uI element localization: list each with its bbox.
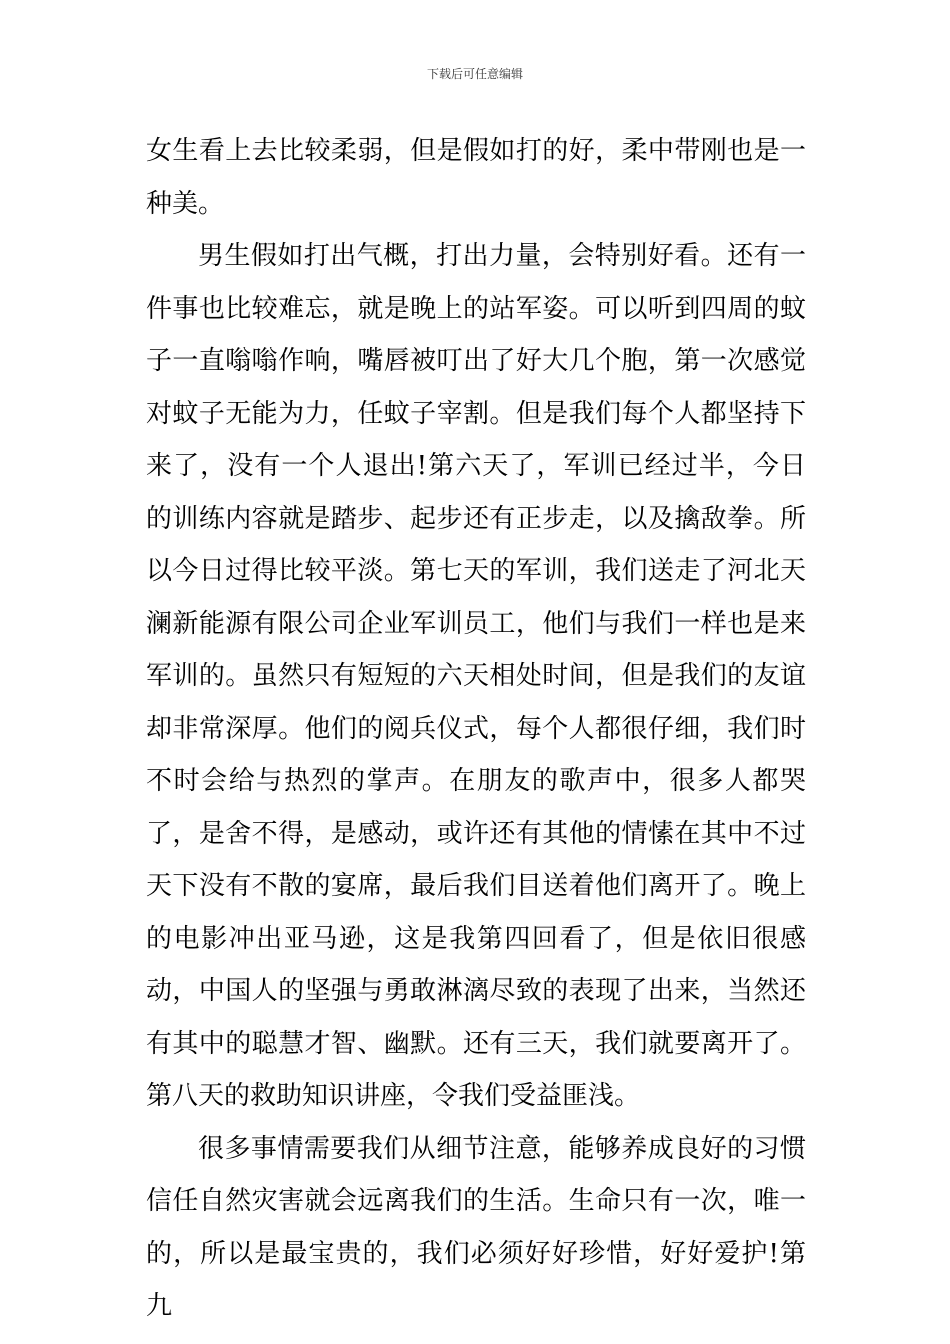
- page-header: 下载后可任意编辑: [426, 67, 523, 81]
- paragraph-1: 女生看上去比较柔弱，但是假如打的好，柔中带刚也是一种美。: [146, 136, 806, 219]
- paragraph-2: 男生假如打出气概，打出力量，会特别好看。还有一件事也比较难忘，就是晚上的站军姿。可以听到四周的蚊子一直嗡嗡作响，嘴唇被叮出了好大几个胞，第一次感觉对蚊子无能为力，任蚊子宰割。但是我们每个人都坚持下来了，没有一个人退出!第六天了，军训已经过半，今日的训练内容就是踏步、起步还有正步走，以及擒敌拳。所以今日过得比较平淡。第七天的军训，我们送走了河北天澜新能源有限公司企业军训员工，他们与我们一样也是来军训的。虽然只有短短的六天相处时间，但是我们的友谊却非常深厚。他们的阅兵仪式，每个人都很仔细，我们时不时会给与热烈的掌声。在朋友的歌声中，很多人都哭了，是舍不得，是感动，或许还有其他的情愫在其中不过天下没有不散的宴席，最后我们目送着他们离开了。晚上的电影冲出亚马逊，这是我第四回看了，但是依旧很感动，中国人的坚强与勇敢淋漓尽致的表现了出来，当然还有其中的聪慧才智、幽默。还有三天，我们就要离开了。第八天的救助知识讲座，令我们受益匪浅。: [146, 241, 806, 1111]
- document-body: [146, 125, 806, 1333]
- paragraph-3: 很多事情需要我们从细节注意，能够养成良好的习惯信任自然灾害就会远离我们的生活。生命只有一次，唯一的，所以是最宝贵的，我们必须好好珍惜，好好爱护!第九: [146, 1133, 806, 1321]
